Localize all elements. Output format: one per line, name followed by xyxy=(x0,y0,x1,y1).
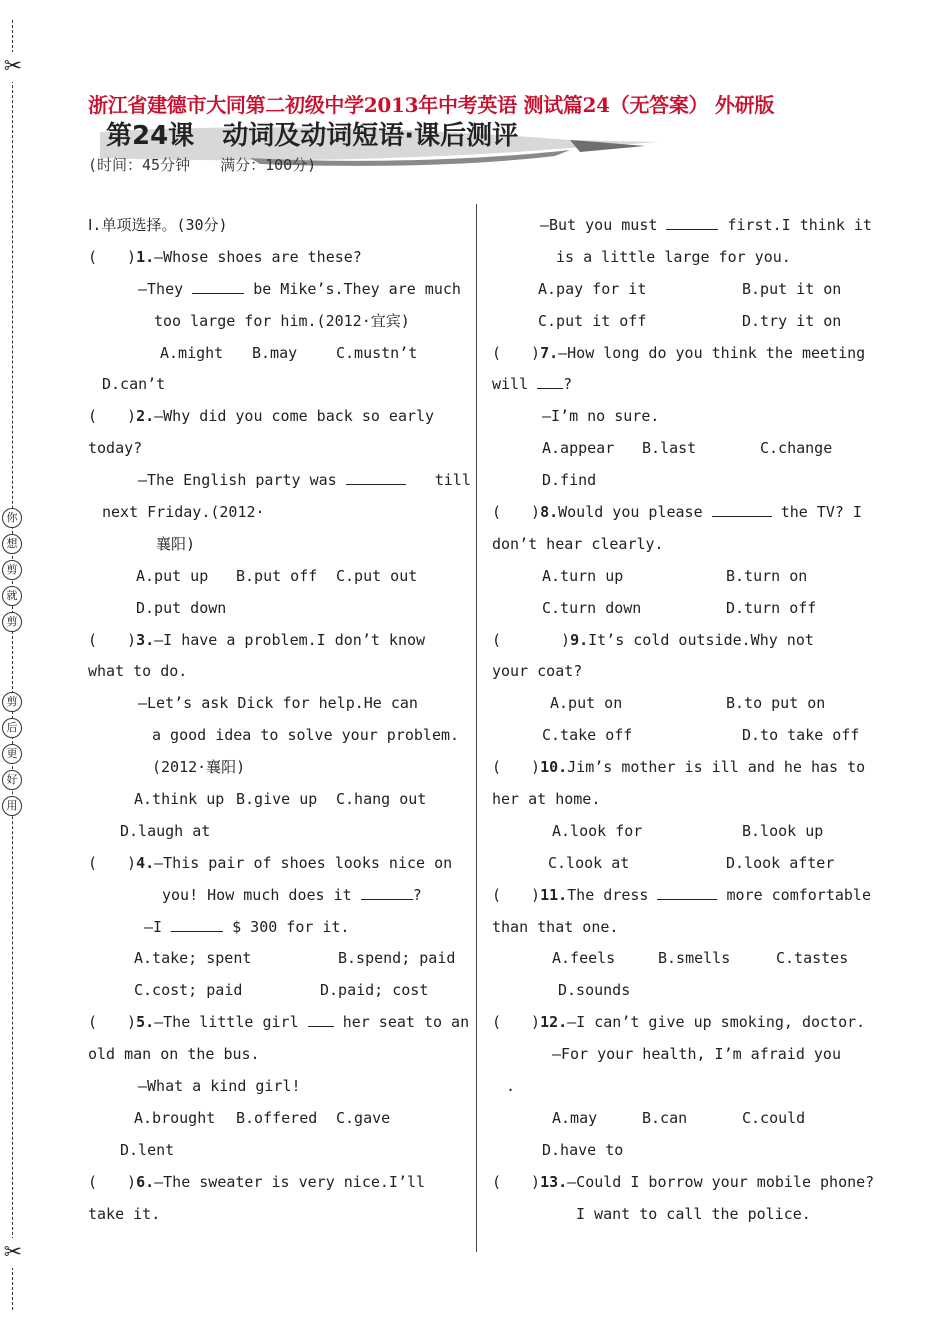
option[interactable]: C.tastes xyxy=(776,949,849,968)
question-line: —For your health, I’m afraid you xyxy=(552,1045,841,1064)
option[interactable]: C.cost; paid xyxy=(134,981,243,1000)
option-row xyxy=(492,593,864,625)
question-number: 4. xyxy=(136,853,155,872)
cut-dashed-line xyxy=(12,20,13,1310)
answer-paren[interactable]: ( ) xyxy=(88,630,137,649)
question-line xyxy=(88,242,458,274)
option[interactable]: D.find xyxy=(542,471,597,490)
question-line: next Friday.(2012· xyxy=(102,503,265,522)
question-number: 8. xyxy=(540,503,559,522)
option[interactable]: C.look at xyxy=(548,853,630,872)
option-row xyxy=(492,816,864,848)
option-row xyxy=(88,338,458,370)
option[interactable]: C.hang out xyxy=(336,790,427,809)
option-row xyxy=(88,943,458,975)
exam-meta xyxy=(88,154,316,176)
answer-paren[interactable]: ( ) xyxy=(492,885,541,904)
option[interactable]: D.lent xyxy=(120,1140,175,1159)
fill-blank xyxy=(666,215,718,230)
cut-chars-bottom xyxy=(2,692,22,822)
option[interactable]: A.put up xyxy=(136,566,209,585)
question-line: —Let’s ask Dick for help.He can xyxy=(138,694,418,713)
option-row xyxy=(492,433,864,465)
option-row xyxy=(492,688,864,720)
question-number: 10. xyxy=(540,758,568,777)
question-number: 7. xyxy=(540,343,559,362)
question-line: what to do. xyxy=(88,662,188,681)
question-line: —They be Mike’s.They are much xyxy=(138,279,461,298)
answer-paren[interactable]: ( ) xyxy=(492,343,541,362)
fill-blank xyxy=(308,1012,334,1027)
cut-char: 后 xyxy=(2,718,22,738)
option[interactable]: D.sounds xyxy=(558,981,631,1000)
time-limit: (时间：45分钟 xyxy=(88,156,191,174)
question-line: (2012·襄阳) xyxy=(152,758,246,777)
question-text: Jim’s mother is ill and he has to xyxy=(567,758,866,777)
fill-blank xyxy=(712,502,772,517)
answer-paren[interactable]: ( ) xyxy=(88,1172,137,1191)
option[interactable]: A.pay for it xyxy=(538,279,647,298)
fill-blank xyxy=(192,279,244,294)
question-text: —Could I borrow your mobile phone? xyxy=(567,1172,875,1191)
option-row xyxy=(88,784,458,816)
question-line xyxy=(492,1167,875,1199)
option[interactable]: C.change xyxy=(760,439,833,458)
fill-blank xyxy=(537,374,563,389)
lesson-topic: 动词及动词短语·课后测评 xyxy=(222,121,519,151)
option[interactable]: D.look after xyxy=(726,853,835,872)
cut-char: 更 xyxy=(2,744,22,764)
option[interactable]: A.put on xyxy=(550,694,623,713)
lesson-title xyxy=(106,116,518,156)
column-divider xyxy=(476,204,477,1252)
option[interactable]: D.try it on xyxy=(742,311,842,330)
question-line: —I $ 300 for it. xyxy=(144,917,350,936)
question-line: you! How much does it ? xyxy=(162,885,422,904)
option[interactable]: C.turn down xyxy=(542,598,642,617)
full-score: 满分：100分) xyxy=(220,156,317,174)
question-number: 6. xyxy=(136,1172,155,1191)
question-line: old man on the bus. xyxy=(88,1045,260,1064)
question-line xyxy=(88,848,458,880)
question-text: It’s cold outside.Why not xyxy=(588,630,814,649)
question-number: 1. xyxy=(136,247,155,266)
option-row xyxy=(88,561,458,593)
option[interactable]: C.take off xyxy=(542,726,633,745)
option[interactable]: C.could xyxy=(742,1108,806,1127)
cut-char: 剪 xyxy=(2,692,22,712)
question-number: 9. xyxy=(570,630,589,649)
option[interactable]: D.laugh at xyxy=(120,821,211,840)
answer-paren[interactable]: ( ) xyxy=(88,407,137,426)
question-line: —What a kind girl! xyxy=(138,1077,301,1096)
option[interactable]: A.appear xyxy=(542,439,615,458)
option[interactable]: C.gave xyxy=(336,1108,391,1127)
option-row xyxy=(492,1103,864,1135)
option[interactable]: B.smells xyxy=(658,949,731,968)
question-number: 5. xyxy=(136,1013,155,1032)
question-text: —This pair of shoes looks nice on xyxy=(154,853,453,872)
section-heading: Ⅰ.单项选择。(30分) xyxy=(88,216,228,234)
option[interactable]: C.mustn’t xyxy=(336,343,418,362)
scissors-icon: ✂ xyxy=(1,52,25,82)
fill-blank xyxy=(346,470,406,485)
option[interactable]: A.look for xyxy=(552,821,643,840)
option[interactable]: B.may xyxy=(252,343,298,362)
question-line xyxy=(492,338,864,370)
question-number: 2. xyxy=(136,407,155,426)
question-number: 12. xyxy=(540,1013,568,1032)
question-line: don’t hear clearly. xyxy=(492,534,664,553)
option[interactable]: C.put out xyxy=(336,566,418,585)
question-line: too large for him.(2012·宜宾) xyxy=(154,311,410,330)
question-number: 11. xyxy=(540,885,568,904)
question-text: —I have a problem.I don’t know xyxy=(154,630,426,649)
right-column xyxy=(492,210,875,1231)
question-line: is a little large for you. xyxy=(556,247,791,266)
option[interactable]: C.put it off xyxy=(538,311,647,330)
fill-blank-line: . xyxy=(506,1077,516,1096)
answer-paren[interactable]: ( ) xyxy=(492,630,571,649)
cut-chars-top xyxy=(2,508,22,638)
question-line: her at home. xyxy=(492,790,601,809)
option[interactable]: B.look up xyxy=(742,821,824,840)
question-text: —Why did you come back so early xyxy=(154,407,435,426)
answer-paren[interactable]: ( ) xyxy=(492,503,541,522)
option[interactable]: A.may xyxy=(552,1108,598,1127)
cut-char: 剪 xyxy=(2,612,22,632)
option[interactable]: D.turn off xyxy=(726,598,817,617)
answer-paren[interactable]: ( ) xyxy=(492,1172,541,1191)
answer-paren[interactable]: ( ) xyxy=(88,1013,137,1032)
answer-paren[interactable]: ( ) xyxy=(492,758,541,777)
answer-paren[interactable]: ( ) xyxy=(88,247,137,266)
option[interactable]: A.brought xyxy=(134,1108,216,1127)
option[interactable]: B.spend; paid xyxy=(338,949,456,968)
option[interactable]: A.think up xyxy=(134,790,225,809)
option[interactable]: B.to put on xyxy=(726,694,826,713)
option[interactable]: D.paid; cost xyxy=(320,981,429,1000)
option-row xyxy=(88,1103,458,1135)
option[interactable]: D.have to xyxy=(542,1140,624,1159)
lesson-number: 第24课 xyxy=(106,121,195,151)
question-text: —The sweater is very nice.I’ll xyxy=(154,1172,426,1191)
answer-paren[interactable]: ( ) xyxy=(492,1013,541,1032)
answer-paren[interactable]: ( ) xyxy=(88,853,137,872)
option[interactable]: A.might xyxy=(160,343,224,362)
scissors-icon: ✂ xyxy=(1,1238,25,1268)
left-column xyxy=(88,210,471,1231)
question-line: ( )5.—The little girl her seat to an xyxy=(88,1013,470,1032)
question-line: your coat? xyxy=(492,662,583,681)
option[interactable]: A.feels xyxy=(552,949,616,968)
question-line: today? xyxy=(88,439,143,458)
cut-char: 想 xyxy=(2,534,22,554)
question-line: take it. xyxy=(88,1204,161,1223)
option[interactable]: B.can xyxy=(642,1108,688,1127)
option-row xyxy=(492,306,864,338)
cut-char: 剪 xyxy=(2,560,22,580)
question-line xyxy=(492,1007,864,1039)
option[interactable]: B.give up xyxy=(236,790,318,809)
cut-margin xyxy=(0,0,30,1344)
question-line: ( )11.The dress more comfortable xyxy=(492,885,871,904)
fill-blank xyxy=(361,885,413,900)
option[interactable]: D.put down xyxy=(136,598,227,617)
question-line: —The English party was till xyxy=(138,471,471,490)
fill-blank xyxy=(171,917,223,932)
option[interactable]: B.last xyxy=(642,439,697,458)
question-line: —I’m no sure. xyxy=(542,407,660,426)
question-line: I want to call the police. xyxy=(576,1204,811,1223)
option-row xyxy=(492,561,864,593)
question-line xyxy=(492,752,864,784)
option-row xyxy=(492,943,864,975)
question-line xyxy=(88,625,458,657)
question-line: will ? xyxy=(492,375,573,394)
question-line xyxy=(88,401,458,433)
question-line xyxy=(492,625,864,657)
question-line: 襄阳) xyxy=(156,534,196,553)
question-text: —Whose shoes are these? xyxy=(154,247,362,266)
cut-char: 用 xyxy=(2,796,22,816)
option-row xyxy=(492,274,864,306)
cut-char: 你 xyxy=(2,508,22,528)
option-row xyxy=(492,720,864,752)
question-text: —How long do you think the meeting xyxy=(558,343,866,362)
cut-char: 就 xyxy=(2,586,22,606)
question-line: than that one. xyxy=(492,917,619,936)
question-line: ( )8.Would you please the TV? I xyxy=(492,503,862,522)
option-row xyxy=(492,848,864,880)
option[interactable]: B.put it on xyxy=(742,279,842,298)
option-row xyxy=(88,975,458,1007)
question-number: 13. xyxy=(540,1172,568,1191)
question-line xyxy=(88,1167,458,1199)
option[interactable]: B.turn on xyxy=(726,566,808,585)
fill-blank xyxy=(657,885,717,900)
option[interactable]: D.can’t xyxy=(102,375,166,394)
cut-char: 好 xyxy=(2,770,22,790)
option[interactable]: B.put off xyxy=(236,566,318,585)
question-text: —I can’t give up smoking, doctor. xyxy=(567,1013,866,1032)
question-line: a good idea to solve your problem. xyxy=(152,726,460,745)
option[interactable]: A.take; spent xyxy=(134,949,252,968)
option[interactable]: D.to take off xyxy=(742,726,860,745)
option[interactable]: A.turn up xyxy=(542,566,624,585)
question-number: 3. xyxy=(136,630,155,649)
document-title: 浙江省建德市大同第二初级中学2013年中考英语 测试篇24（无答案） 外研版 xyxy=(88,93,775,117)
question-line: —But you must first.I think it xyxy=(540,216,872,234)
option[interactable]: B.offered xyxy=(236,1108,318,1127)
